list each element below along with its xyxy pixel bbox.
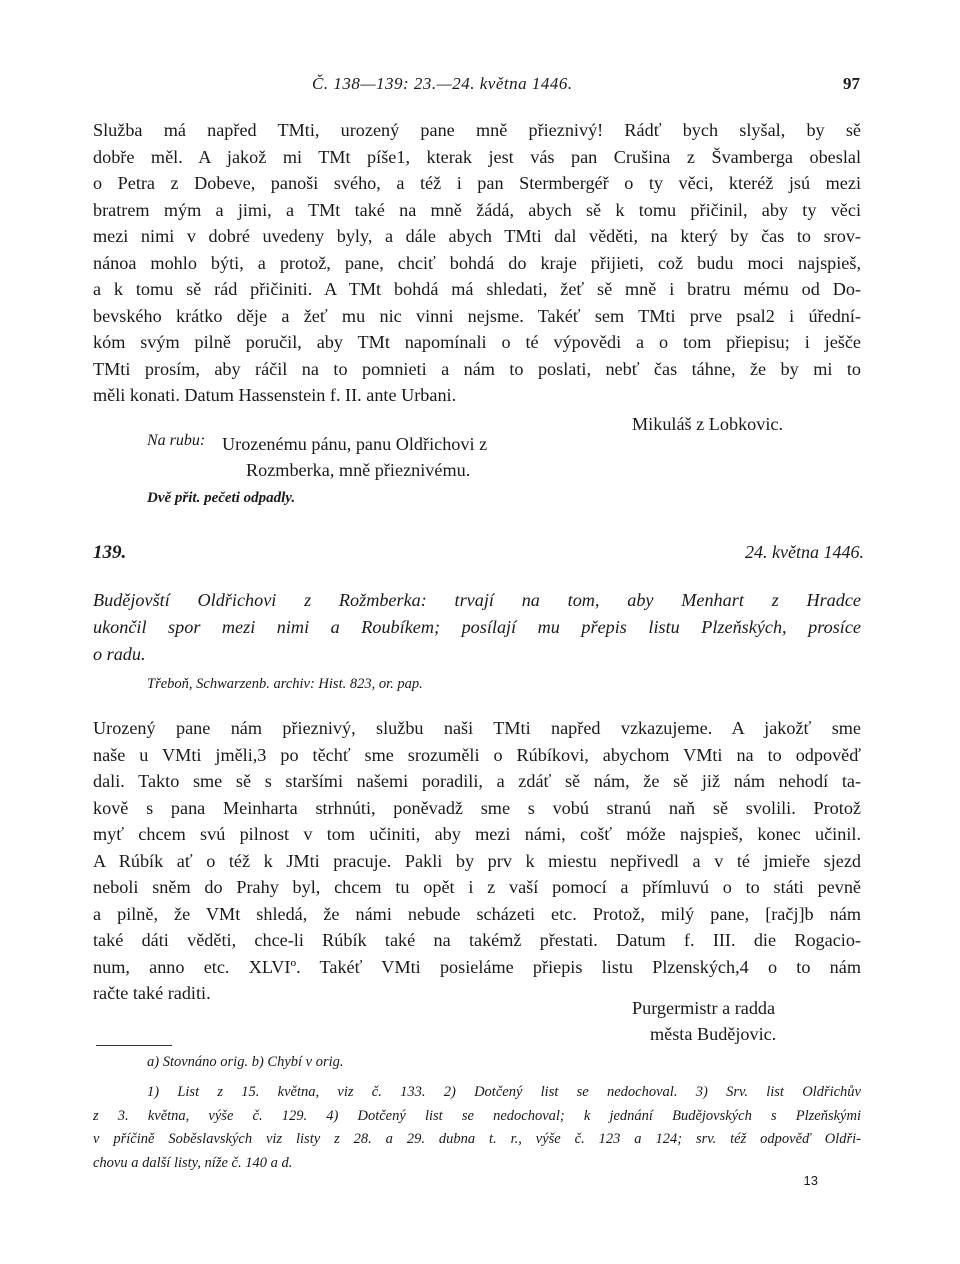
text-line: TMti prosím, aby ráčil na to pomnieti a nám to poslati, nebť čas táhne, že by mi to [93,358,861,379]
footnote-line: 1) List z 15. května, viz č. 133. 2) Dotčený list se nedochoval. 3) Srv. list Oldřichův [147,1084,861,1100]
document-date: 24. května 1446. [745,542,864,562]
text-line: nánoa mohlo býti, a protož, pane, chciť bohdá do kraje přijieti, což budu moci najspieš, [93,252,861,273]
regest-line: ukončil spor mezi nimi a Roubíkem; posílají mu přepis listu Plzeňských, prosíce [93,617,861,637]
numbered-footnotes [93,1081,861,1175]
endorsement-line: Rozmberka, mně přieznivému. [246,460,471,480]
endorsement-text [222,431,487,483]
doc139-body [93,715,861,1007]
regest-line: Budějovští Oldřichovi z Rožmberka: trvají na tom, aby Menhart z Hradce [93,590,861,610]
text-line: kóm svým pilně poručil, aby TMt napomínali o té výpovědi a o tom přiepisu; i ješče [93,332,861,352]
text-line: neboli sněm do Prahy byl, chcem tu opět i z vaší pomocí a přímluvú o to státi pevně [93,877,861,897]
signature-line: města Budějovic. [650,1024,777,1044]
footnote-line: v příčině Soběslavských viz listy z 28. a 29. dubna t. r., výše č. 123 a 124; srv. též odpověď Oldři- [93,1131,861,1147]
text-line: dali. Takto sme sě s staršími našemi poradili, a zdáť sě nám, že sě již nám nehodí ta- [93,771,861,791]
text-line: dobře měl. A jakož mi TMt píše1, kterak jest vás pan Crušina z Švamberga obeslal [93,146,861,167]
regest-line: o radu. [93,644,146,664]
endorsement-label: Na rubu: [147,432,206,449]
text-line: naše u VMti jměli,3 po těchť sme srozuměli o Rúbíkovi, abychom VMti na to odpověď [93,744,861,765]
text-line: Urozený pane nám přieznivý, službu naši TMti napřed vzkazujeme. A jakožť sme [93,718,861,738]
text-line: o Petra z Dobeve, panoši svého, a též i pan Stermbergéř o ty věci, kteréž jsú mezi [93,173,861,193]
text-line: kově s pana Meinharta strhnúti, poněvadž sme s vobú stranú naň sě svolili. Protož [93,797,861,818]
text-line: bratrem mým a jimi, a TMt také na mně žádá, abych sě k tomu přičinil, aby ty věci [93,199,861,220]
letter-footnotes: a) Stovnáno orig. b) Chybí v orig. [147,1054,344,1070]
text-line: bevského krátko děje a žeť mu nic vinni nejsme. Takéť sem TMti prve psal2 i úřední- [93,305,861,326]
text-line: Služba má napřed TMti, urozený pane mně přieznivý! Rádť bych slyšal, by sě [93,120,861,140]
archive-reference: Třeboň, Schwarzenb. archiv: Hist. 823, or. pap. [147,676,423,692]
text-line: mezi nimi v dobré uvedeny byly, a dále abych TMti dal věděti, na který by čas to srov- [93,226,861,246]
running-title: Č. 138—139: 23.—24. května 1446. [312,74,573,93]
text-line: a pilně, že VMt shledá, že námi nebude scházeti etc. Protož, milý pane, [račj]b nám [93,903,861,924]
text-line: myť chcem svú pilnost v tom učiniti, aby mezi námi, cošť móže najspieš, konec učinil. [93,824,861,844]
doc139-signature [632,995,776,1047]
text-line: račte také raditi. [93,983,211,1003]
text-line: také dáti věděti, chce-li Rúbík také na takémž přestati. Datum f. III. die Rogacio- [93,930,861,950]
doc138-body [93,117,861,409]
endorsement-line: Urozenému pánu, panu Oldřichovi z [222,434,488,454]
doc138-signature: Mikuláš z Lobkovic. [632,414,784,434]
footnote-line: z 3. května, výše č. 129. 4) Dotčený list se nedochoval; k jednání Budějovských s Plzeňskými [93,1107,861,1124]
page-number: 97 [843,74,860,93]
seal-note: Dvě přit. pečeti odpadly. [147,490,296,506]
text-line: a k tomu sě rád přičiniti. A TMt bohdá má shledati, žeť sě mně i bratru mému od Do- [93,279,861,299]
regest [93,587,861,668]
document-number: 139. [93,542,127,563]
sheet-signature-number: 13 [803,1173,818,1188]
signature-line: Purgermistr a radda [632,998,776,1018]
footnote-line: chovu a další listy, níže č. 140 a d. [93,1154,293,1171]
text-line: měli konati. Datum Hassenstein f. II. ante Urbani. [93,385,457,405]
footnote-divider [96,1045,172,1046]
text-line: A Rúbík ať o též k JMti pracuje. Pakli by prv k miestu nepřivedl a v té jmieře sjezd [93,850,861,871]
text-line: num, anno etc. XLVIº. Takéť VMti posieláme přiepis listu Plzenských,4 o to nám [93,956,861,977]
